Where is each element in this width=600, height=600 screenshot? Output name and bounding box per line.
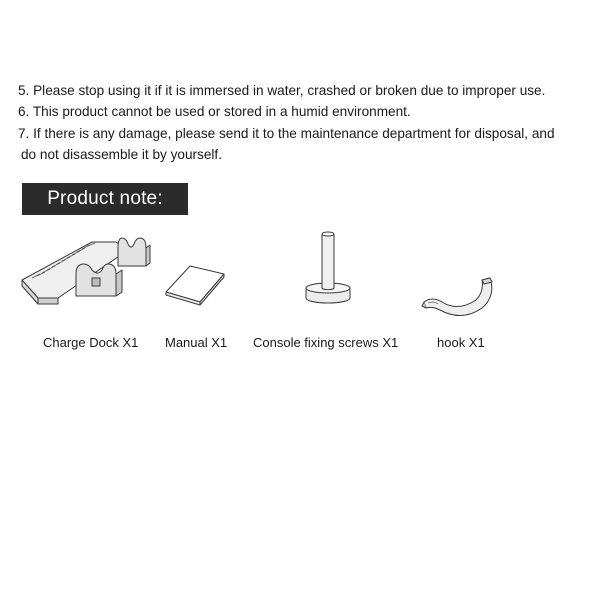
charge-dock-caption: Charge Dock X1: [43, 335, 139, 350]
note-line-7: 7. If there is any damage, please send it to the maintenance department for disposal, and: [18, 125, 555, 141]
screw-illustration: [302, 226, 354, 308]
hook-icon: [418, 272, 498, 318]
charge-dock-illustration: [18, 228, 158, 310]
manual-caption: Manual X1: [165, 335, 228, 350]
note-line-6: 6. This product cannot be used or stored in a humid environment.: [18, 104, 411, 120]
hook-caption: hook X1: [437, 335, 485, 350]
manual-illustration: [160, 262, 230, 308]
screws-caption: Console fixing screws X1: [253, 335, 399, 350]
charge-dock-icon: [18, 228, 158, 310]
manual-icon: [160, 262, 230, 308]
screw-icon: [302, 226, 354, 308]
note-line-7-continued: do not disassemble it by yourself.: [21, 146, 222, 162]
hook-illustration: [418, 272, 498, 318]
product-note-banner: Product note:: [22, 183, 188, 215]
note-line-5: 5. Please stop using it if it is immersed in water, crashed or broken due to improper use.: [18, 83, 546, 98]
care-instructions: [18, 80, 588, 165]
